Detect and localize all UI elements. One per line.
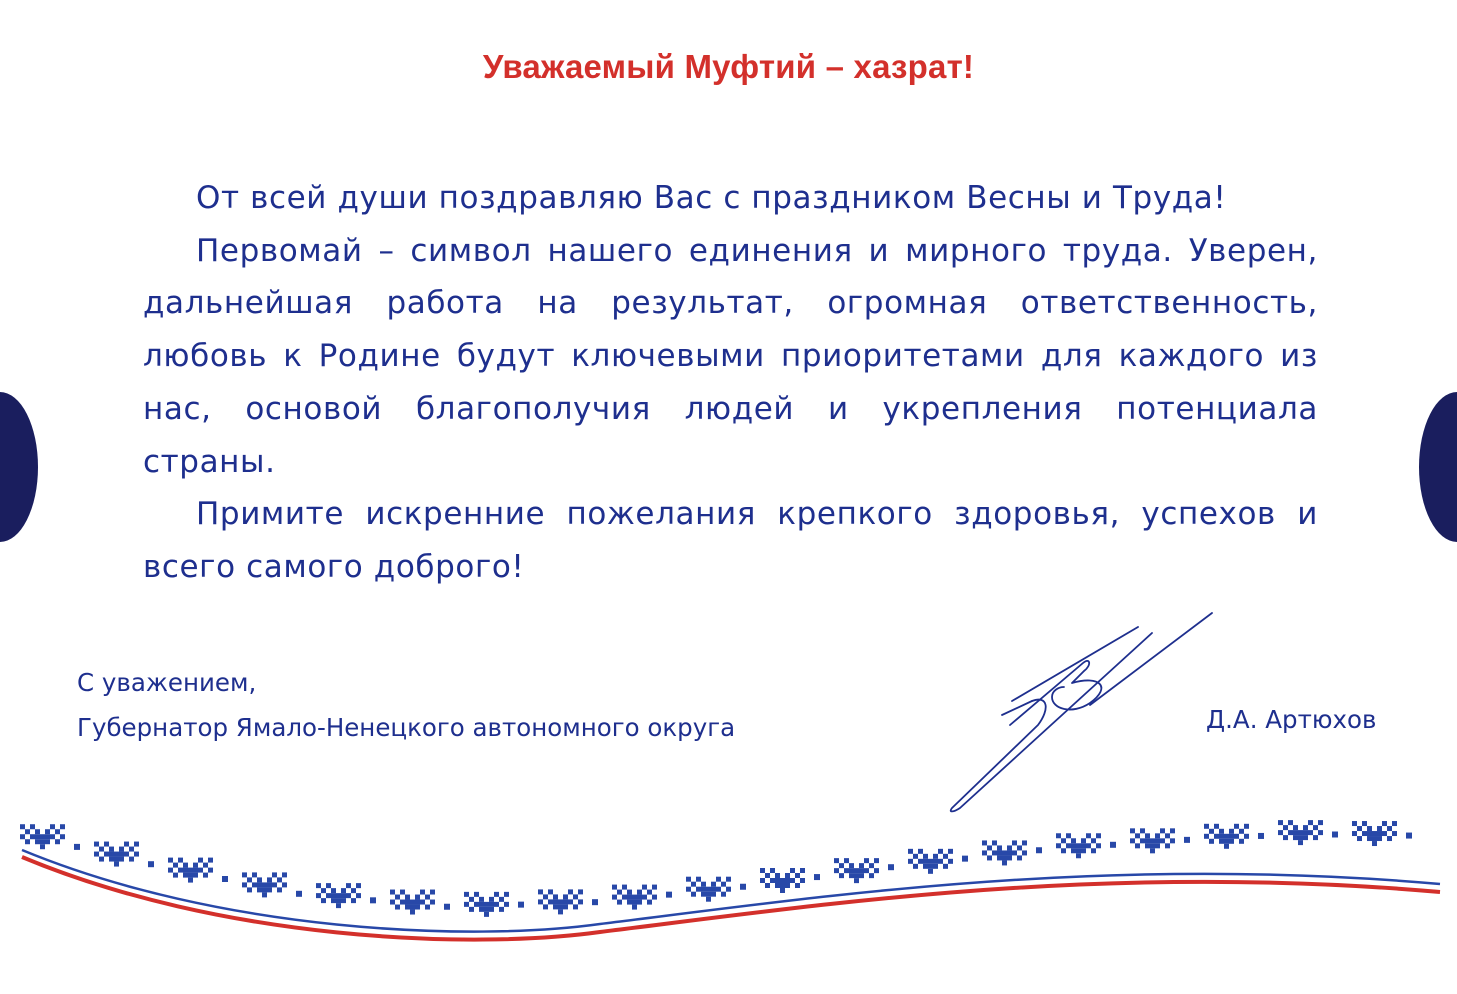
ornament-motif	[982, 840, 1042, 865]
ornament-motif	[390, 890, 450, 915]
ornament-motif	[538, 889, 598, 914]
handwritten-signature	[940, 605, 1230, 820]
paragraph-wishes: Примите искренние пожелания крепкого здоровья, успехов и всего самого доброго!	[143, 496, 1318, 585]
paragraph-main: Первомай – символ нашего единения и мирного труда. Уверен, дальнейшая работа на результат, огромная ответственность, любовь к Родине будут ключевыми приоритетами для каждого из нас, основой благополучия людей и укрепления потенциала страны.	[143, 232, 1318, 480]
ornament-motif	[908, 849, 968, 874]
ornament-motif	[20, 824, 80, 850]
ornament-motif	[1056, 833, 1116, 858]
signatory-title: Губернатор Ямало-Ненецкого автономного округа	[77, 713, 736, 742]
ornament-motif	[1130, 828, 1190, 853]
ornament-motif	[834, 858, 894, 883]
ornament-motif	[464, 892, 524, 917]
signatory-name: Д.А. Артюхов	[1206, 705, 1377, 734]
ornament-motif	[168, 858, 228, 883]
decorative-ornament-band	[0, 800, 1457, 994]
right-punch-hole	[1419, 392, 1457, 542]
ornament-motifs	[20, 820, 1412, 917]
red-wave-line	[22, 857, 1440, 940]
ornament-motif	[316, 883, 376, 908]
ornament-motif	[94, 842, 154, 868]
letter-body	[143, 172, 1318, 594]
ornament-motif	[760, 868, 820, 893]
ornament-motif	[1278, 820, 1338, 845]
closing-line: С уважением,	[77, 668, 257, 697]
ornament-motif	[1204, 824, 1264, 849]
paragraph-congratulation: От всей души поздравляю Вас с праздником Весны и Труда!	[196, 180, 1227, 216]
greeting-heading: Уважаемый Муфтий – хазрат!	[482, 48, 975, 85]
ornament-motif	[242, 872, 302, 897]
left-punch-hole	[0, 392, 38, 542]
ornament-motif	[612, 885, 672, 910]
ornament-motif	[1352, 821, 1412, 846]
ornament-motif	[686, 877, 746, 902]
signature-block	[77, 660, 735, 750]
